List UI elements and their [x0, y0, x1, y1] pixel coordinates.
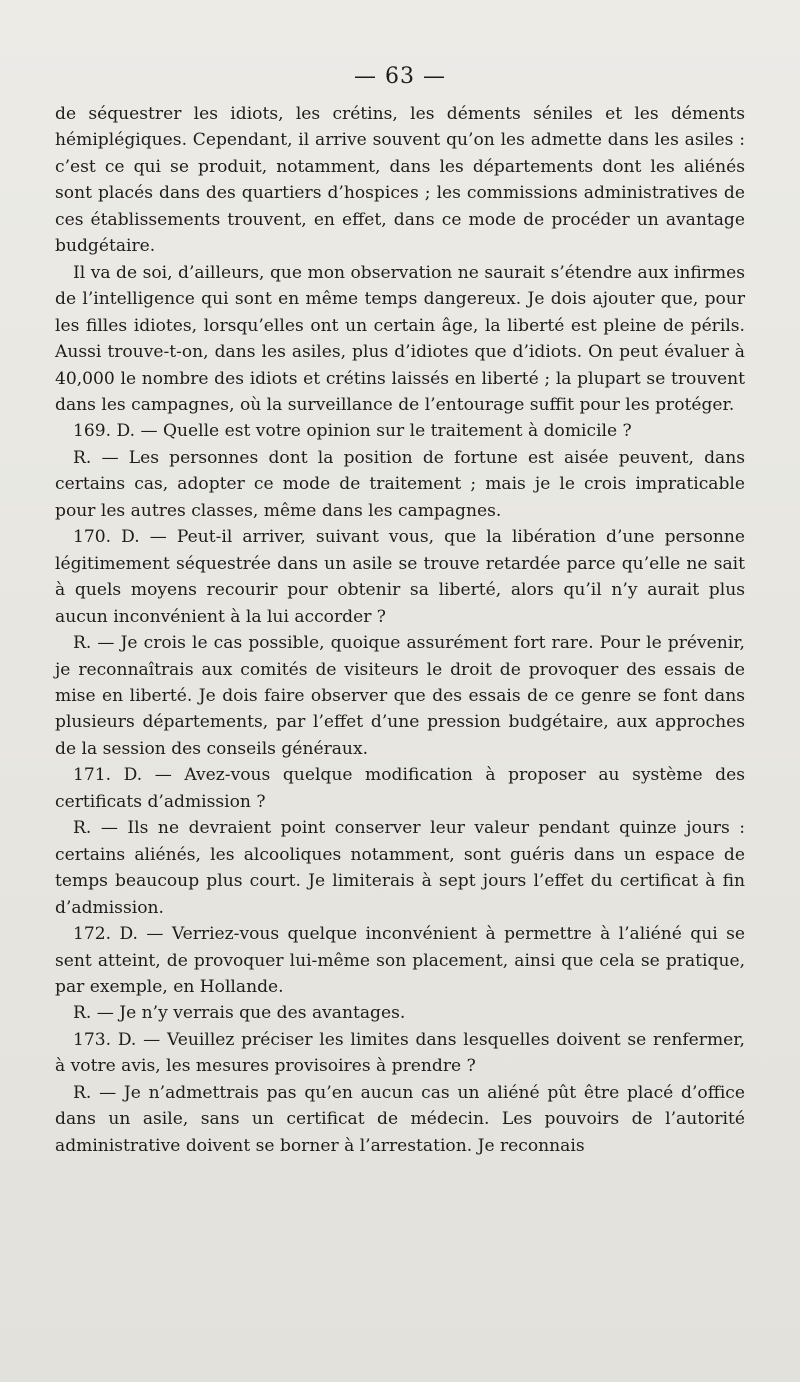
- page-number: — 63 —: [354, 64, 446, 89]
- answer-170: R. — Je crois le cas possible, quoique assurément fort rare. Pour le prévenir, je reconnaîtrais aux comités de visiteurs le droit de provoquer des essais de mise en liberté. Je dois faire observer que des essais de ce genre se font dans plusieurs départements, par l’effet d’une pression budgétaire, aux approches de la session des conseils généraux.: [55, 633, 745, 759]
- question-169: 169. D. — Quelle est votre opinion sur le traitement à domicile ?: [73, 421, 632, 442]
- answer-169: R. — Les personnes dont la position de fortune est aisée peuvent, dans certains cas, adopter ce mode de traitement ; mais je le crois impraticable pour les autres classes, même dans les campagnes.: [55, 447, 745, 521]
- question-171: 171. D. — Avez-vous quelque modification à proposer au système des certificats d’admission ?: [55, 765, 745, 812]
- answer-172: R. — Je n’y verrais que des avantages.: [73, 1003, 406, 1024]
- paragraph-observation: Il va de soi, d’ailleurs, que mon observation ne saurait s’étendre aux infirmes de l’intelligence qui sont en même temps dangereux. Je dois ajouter que, pour les filles idiotes, lorsqu’elles ont un certain âge, la liberté est pleine de périls. Aussi trouve-t-on, dans les asiles, plus d’idiotes que d’idiots. On peut évaluer à 40,000 le nombre des idiots et crétins laissés en liberté ; la plupart se trouvent dans les campagnes, où la surveillance de l’entourage suffit pour les protéger.: [55, 262, 745, 415]
- question-173: 173. D. — Veuillez préciser les limites dans lesquelles doivent se renfermer, à votre avis, les mesures provisoires à prendre ?: [55, 1029, 745, 1077]
- question-172: 172. D. — Verriez-vous quelque inconvénient à permettre à l’aliéné qui se sent atteint, de provoquer lui-même son placement, ainsi que cela se pratique, par exemple, en Hollande.: [55, 924, 745, 997]
- page-body: [55, 101, 745, 1159]
- answer-171: R. — Ils ne devraient point conserver leur valeur pendant quinze jours : certains aliénés, les alcooliques notamment, sont guéris dans un espace de temps beaucoup plus court. Je limiterais à sept jours l’effet du certificat à fin d’admission.: [55, 818, 745, 918]
- paragraph-continuation: de séquestrer les idiots, les crétins, les déments séniles et les déments hémiplégiques. Cependant, il arrive souvent qu’on les admette dans les asiles : c’est ce qui se produit, notamment, dans les départements dont les aliénés sont placés dans des quartiers d’hospices ; les commissions administratives de ces établissements trouvent, en effet, dans ce mode de procéder un avantage budgétaire.: [55, 104, 745, 257]
- question-170: 170. D. — Peut-il arriver, suivant vous, que la libération d’une personne légitimement séquestrée dans un asile se trouve retardée parce qu’elle ne sait à quels moyens recourir pour obtenir sa liberté, alors qu’il n’y aurait plus aucun inconvénient à la lui accorder ?: [55, 527, 745, 627]
- answer-173: R. — Je n’admettrais pas qu’en aucun cas un aliéné pût être placé d’office dans un asile, sans un certificat de médecin. Les pouvoirs de l’autorité administrative doivent se borner à l’arrestation. Je reconnais: [55, 1082, 745, 1156]
